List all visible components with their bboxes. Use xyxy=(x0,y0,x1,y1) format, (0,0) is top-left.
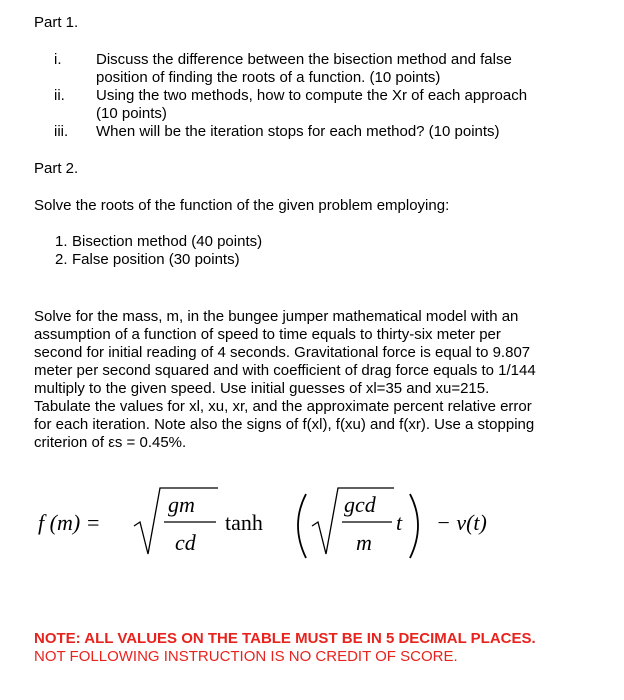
bungee-formula xyxy=(34,482,594,572)
part1-heading: Part 1. xyxy=(34,14,79,31)
note-line-1: NOTE: ALL VALUES ON THE TABLE MUST BE IN 5 DECIMAL PLACES. xyxy=(34,630,536,647)
question-number: i. xyxy=(54,51,62,68)
method-number: 1. xyxy=(55,233,68,250)
problem-line: multiply to the given speed. Use initial guesses of xl=35 and xu=215. xyxy=(34,380,490,397)
question-item-3 xyxy=(34,123,594,141)
formula-graphic xyxy=(34,482,594,572)
question-text-line: (10 points) xyxy=(96,105,167,122)
problem-line: Solve for the mass, m, in the bungee jumper mathematical model with an xyxy=(34,308,519,325)
question-item-2 xyxy=(34,87,594,123)
problem-statement xyxy=(34,308,567,452)
method-list xyxy=(55,233,262,269)
part2-instruction: Solve the roots of the function of the given problem employing: xyxy=(34,197,450,214)
formula-lhs: f (m) = xyxy=(38,510,101,535)
question-item-1 xyxy=(34,51,594,87)
question-text-line: Discuss the difference between the bisection method and false xyxy=(96,51,512,68)
tanh-function: tanh xyxy=(225,510,263,535)
question-text-line: When will be the iteration stops for each method? (10 points) xyxy=(96,123,500,140)
method-number: 2. xyxy=(55,251,68,268)
question-number: ii. xyxy=(54,87,65,104)
left-paren xyxy=(298,494,306,558)
method-item-1 xyxy=(55,233,262,251)
method-item-2 xyxy=(55,251,262,269)
part1-question-list xyxy=(34,51,594,141)
problem-line: second for initial reading of 4 seconds. Gravitational force is equal to 9.807 xyxy=(34,344,531,361)
note-line-2: NOT FOLLOWING INSTRUCTION IS NO CREDIT OF SCORE. xyxy=(34,648,458,665)
problem-line: assumption of a function of speed to time equals to thirty-six meter per xyxy=(34,326,501,343)
right-paren xyxy=(410,494,418,558)
method-label: Bisection method (40 points) xyxy=(72,233,263,250)
problem-line: for each iteration. Note also the signs of f(xl), f(xu) and f(xr). Use a stopping xyxy=(34,416,535,433)
question-text-line: position of finding the roots of a function. (10 points) xyxy=(96,69,441,86)
formula-rhs: − v(t) xyxy=(436,510,487,535)
fraction-denominator: cd xyxy=(175,530,196,555)
problem-line: criterion of εs = 0.45%. xyxy=(34,434,187,451)
fraction-denominator: m xyxy=(356,530,372,555)
fraction-numerator: gcd xyxy=(344,492,376,517)
question-text-line: Using the two methods, how to compute the Xr of each approach xyxy=(96,87,528,104)
part2-heading: Part 2. xyxy=(34,160,79,177)
question-number: iii. xyxy=(54,123,69,140)
note-block xyxy=(34,630,536,666)
method-label: False position (30 points) xyxy=(72,251,240,268)
fraction-numerator: gm xyxy=(168,492,195,517)
problem-line: Tabulate the values for xl, xu, xr, and the approximate percent relative error xyxy=(34,398,532,415)
problem-line: meter per second squared and with coefficient of drag force equals to 1/144 xyxy=(34,362,536,379)
formula-time-variable: t xyxy=(396,510,403,535)
